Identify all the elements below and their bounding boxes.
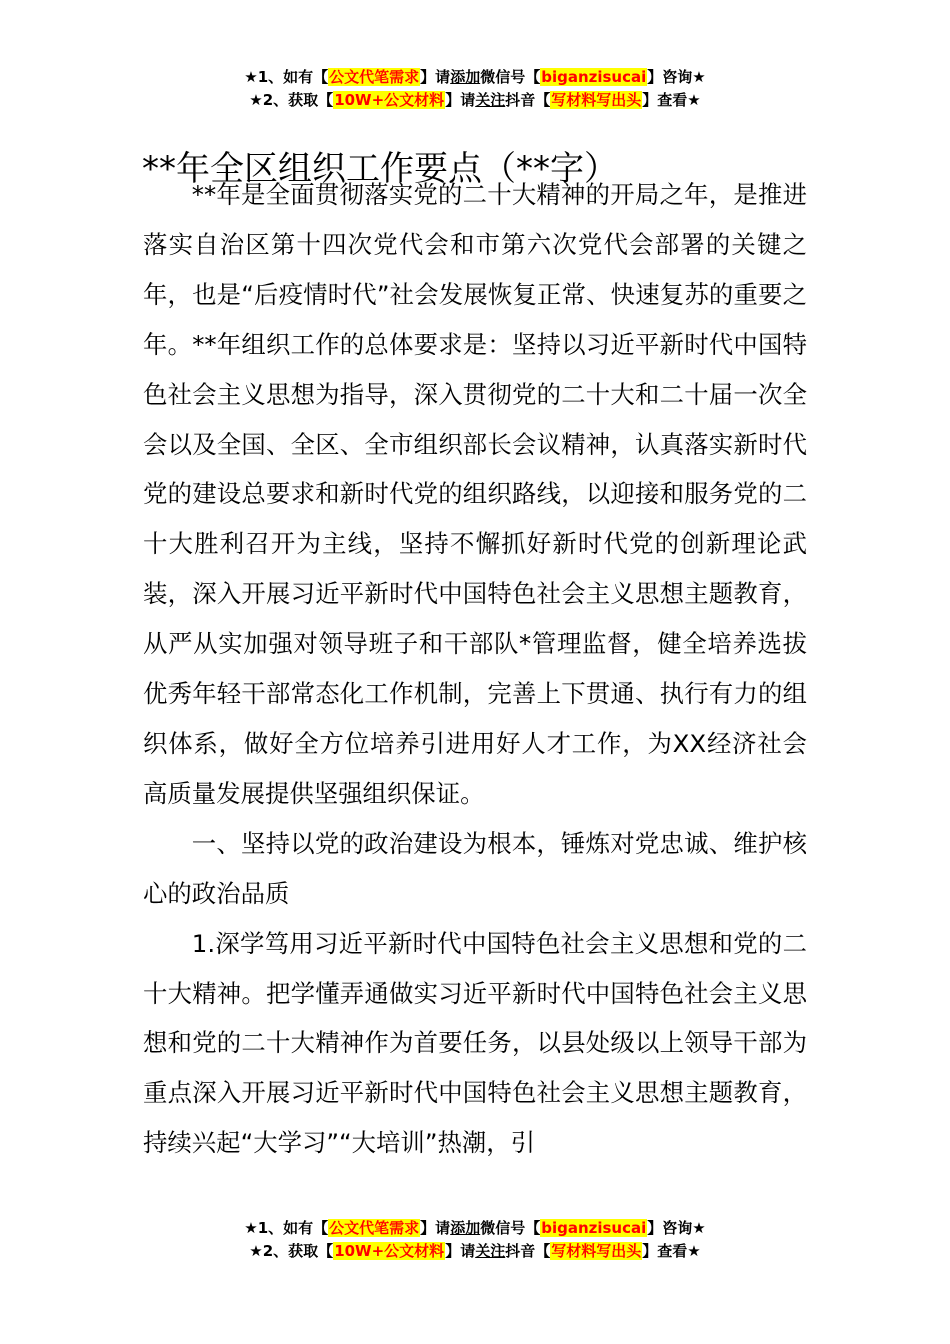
promo-text: ★1、如有【 bbox=[244, 68, 329, 86]
promo-text: 】查看★ bbox=[642, 91, 701, 109]
promo-underlined: 关注 bbox=[475, 1242, 506, 1260]
promo-text: ★2、获取【 bbox=[249, 91, 334, 109]
promo-text: 抖音【 bbox=[505, 91, 551, 109]
promo-text: 微信号【 bbox=[480, 68, 541, 86]
promo-text: 】请 bbox=[420, 68, 451, 86]
promo-text: 】请 bbox=[445, 91, 476, 109]
promo-text: 】查看★ bbox=[642, 1242, 701, 1260]
promo-line-2 bbox=[0, 89, 950, 112]
promo-text: 抖音【 bbox=[505, 1242, 551, 1260]
promo-text: ★2、获取【 bbox=[249, 1242, 334, 1260]
promo-line-2 bbox=[0, 1240, 950, 1263]
promo-highlight: biganzisucai bbox=[541, 1219, 647, 1237]
promo-text: 】咨询★ bbox=[647, 68, 706, 86]
promo-line-1 bbox=[0, 66, 950, 89]
promo-text: 微信号【 bbox=[480, 1219, 541, 1237]
promo-highlight: 10W+公文材料 bbox=[334, 1242, 445, 1260]
promo-banner-bottom bbox=[0, 1217, 950, 1263]
intro-paragraph: **年是全面贯彻落实党的二十大精神的开局之年，是推进落实自治区第十四次党代会和市第六次党代会部署的关键之年，也是“后疫情时代”社会发展恢复正常、快速复苏的重要之年。**年组织工作的总体要求是：坚持以习近平新时代中国特色社会主义思想为指导，深入贯彻党的二十大和二十届一次全会以及全国、全区、全市组织部长会议精神，认真落实新时代党的建设总要求和新时代党的组织路线，以迎接和服务党的二十大胜利召开为主线，坚持不懈抓好新时代党的创新理论武装，深入开展习近平新时代中国特色社会主义思想主题教育，从严从实加强对领导班子和干部队*管理监督，健全培养选拔优秀年轻干部常态化工作机制，完善上下贯通、执行有力的组织体系，做好全方位培养引进用好人才工作，为XX经济社会高质量发展提供坚强组织保证。 bbox=[143, 180, 807, 808]
promo-underlined: 添加 bbox=[450, 1219, 481, 1237]
promo-highlight: 写材料写出头 bbox=[551, 91, 642, 109]
promo-text: 】咨询★ bbox=[647, 1219, 706, 1237]
promo-underlined: 关注 bbox=[475, 91, 506, 109]
promo-text: 】请 bbox=[445, 1242, 476, 1260]
document-body bbox=[143, 170, 807, 1168]
promo-underlined: 添加 bbox=[450, 68, 481, 86]
promo-highlight: 公文代笔需求 bbox=[329, 1219, 420, 1237]
section-heading: 一、坚持以党的政治建设为根本，锤炼对党忠诚、维护核心的政治品质 bbox=[143, 828, 807, 908]
promo-highlight: 写材料写出头 bbox=[551, 1242, 642, 1260]
page-title: **年全区组织工作要点（**字） bbox=[142, 148, 618, 189]
promo-highlight: 10W+公文材料 bbox=[334, 91, 445, 109]
promo-highlight: 公文代笔需求 bbox=[329, 68, 420, 86]
promo-text: 】请 bbox=[420, 1219, 451, 1237]
item-paragraph: 1.深学笃用习近平新时代中国特色社会主义思想和党的二十大精神。把学懂弄通做实习近平新时代中国特色社会主义思想和党的二十大精神作为首要任务，以县处级以上领导干部为重点深入开展习近平新时代中国特色社会主义思想主题教育，持续兴起“大学习”“大培训”热潮，引 bbox=[143, 928, 807, 1158]
promo-banner-top bbox=[0, 66, 950, 112]
promo-line-1 bbox=[0, 1217, 950, 1240]
promo-highlight: biganzisucai bbox=[541, 68, 647, 86]
promo-text: ★1、如有【 bbox=[244, 1219, 329, 1237]
